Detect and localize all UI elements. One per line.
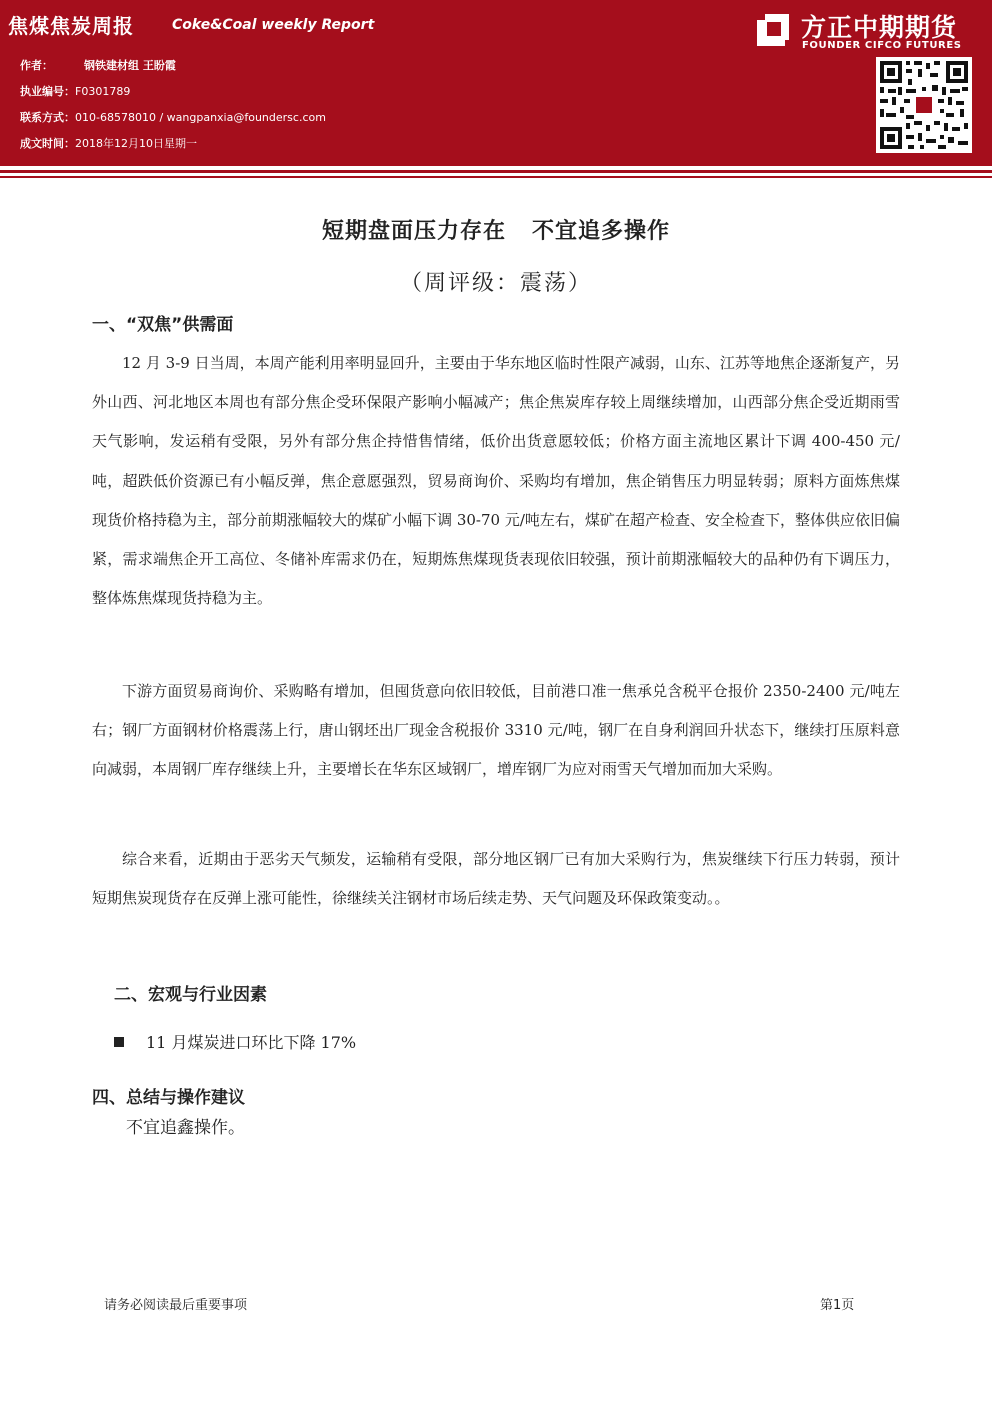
square-bullet-icon bbox=[114, 1037, 124, 1047]
paragraph-downstream: 下游方面贸易商询价、采购略有增加，但囤货意向依旧较低，目前港口准一焦承兑含税平仓报价 2350-2400 元/吨左右；钢厂方面钢材价格震荡上行，唐山钢坯出厂现金含税报价 3310 元/吨，钢厂在自身利润回升状态下，继续打压原料意向减弱，本周钢厂库存继续上升，主要增长在华东区域钢厂，增库钢厂为应对雨雪天气增加而加大采购。 bbox=[92, 682, 900, 779]
meta-label: 成文时间： bbox=[20, 137, 75, 150]
meta-value: 2018年12月10日星期一 bbox=[75, 137, 197, 150]
company-logo bbox=[753, 8, 978, 54]
footer-disclaimer-note: 请务必阅读最后重要事项 bbox=[104, 1298, 248, 1313]
logo-text-cn: 方正中期期货 bbox=[801, 13, 958, 42]
meta-value: 010-68578010 / wangpanxia@foundersc.com bbox=[75, 111, 326, 124]
conclusion-text: 不宜追鑫操作。 bbox=[126, 1118, 245, 1138]
report-header bbox=[0, 0, 992, 166]
meta-label: 作者： bbox=[20, 59, 53, 72]
meta-value: 钢铁建材组 王盼霞 bbox=[84, 59, 176, 72]
bullet-item bbox=[114, 1030, 356, 1053]
paragraph-supply: 12 月 3-9 日当周，本周产能利用率明显回升，主要由于华东地区临时性限产减弱，山东、江苏等地焦企逐渐复产，另外山西、河北地区本周也有部分焦企受环保限产影响小幅减产；焦企焦炭库存较上周继续增加，山西部分焦企受近期雨雪天气影响，发运稍有受限，另外有部分焦企持惜售情绪，低价出货意愿较低；价格方面主流地区累计下调 400-450 元/吨，超跌低价资源已有小幅反弹，焦企意愿强烈，贸易商询价、采购均有增加，焦企销售压力明显转弱；原料方面炼焦煤现货价格持稳为主，部分前期涨幅较大的煤矿小幅下调 30-70 元/吨左右，煤矿在超产检查、安全检查下，整体供应依旧偏紧，需求端焦企开工高位、冬储补库需求仍在，短期炼焦煤现货表现依旧较强，预计前期涨幅较大的品种仍有下调压力，整体炼焦煤现货持稳为主。 bbox=[92, 354, 900, 608]
report-title-en: Coke&Coal weekly Report bbox=[172, 17, 375, 33]
meta-author bbox=[20, 57, 176, 73]
section-heading-supply-demand: 一、“双焦”供需面 bbox=[92, 315, 234, 335]
weekly-rating: （周评级：震荡） bbox=[399, 271, 592, 296]
meta-label: 执业编号： bbox=[20, 85, 75, 98]
logo-mark-icon bbox=[753, 10, 793, 50]
meta-contact bbox=[20, 109, 326, 125]
header-rule-thin bbox=[0, 176, 992, 178]
meta-value: F0301789 bbox=[75, 85, 131, 98]
meta-label: 联系方式： bbox=[20, 111, 75, 124]
bullet-text: 11 月煤炭进口环比下降 17% bbox=[146, 1033, 357, 1052]
qr-code-icon bbox=[876, 57, 972, 153]
header-rule bbox=[0, 170, 992, 173]
meta-license bbox=[20, 83, 130, 99]
paragraph-summary: 综合来看，近期由于恶劣天气频发，运输稍有受限，部分地区钢厂已有加大采购行为，焦炭继续下行压力转弱，预计短期焦炭现货存在反弹上涨可能性，徐继续关注钢材市场后续走势、天气问题及环保政策变动。。 bbox=[92, 850, 900, 908]
meta-date bbox=[20, 135, 197, 151]
page-number: 第1页 bbox=[820, 1298, 855, 1313]
logo-text-en: FOUNDER CIFCO FUTURES bbox=[802, 40, 962, 51]
report-title: 焦煤焦炭周报 bbox=[8, 14, 134, 38]
section-heading-conclusion: 四、总结与操作建议 bbox=[92, 1088, 245, 1108]
document-title: 短期盘面压力存在 不宜追多操作 bbox=[322, 219, 670, 244]
section-heading-macro: 二、宏观与行业因素 bbox=[114, 985, 267, 1005]
